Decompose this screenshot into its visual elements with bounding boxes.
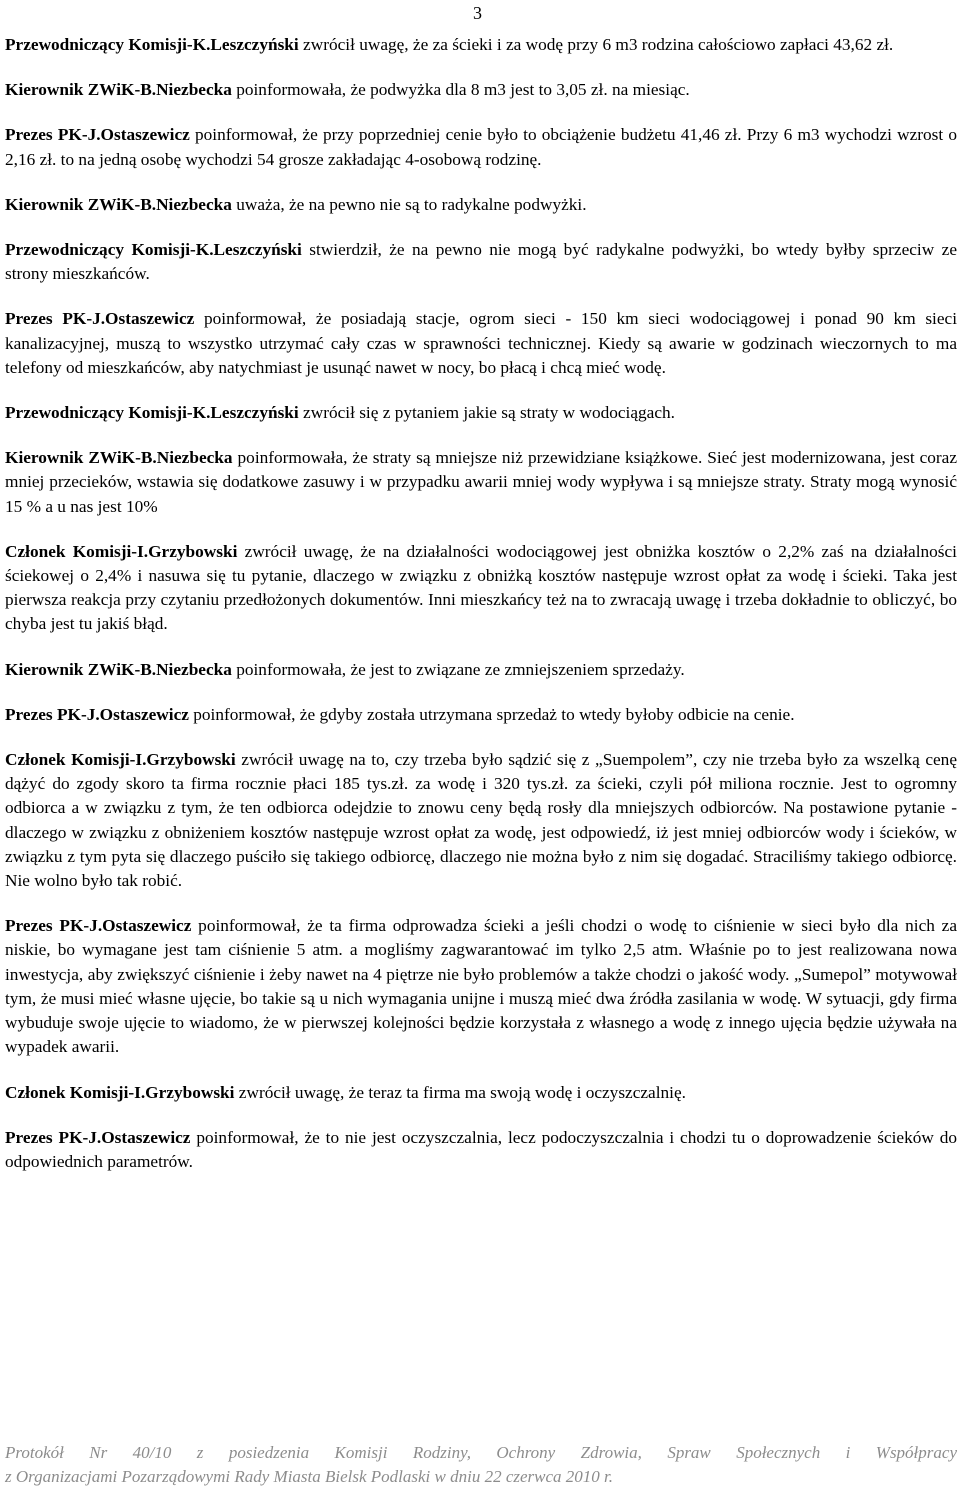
speaker-name: Przewodniczący Komisji-K.Leszczyński: [5, 35, 299, 54]
speaker-name: Prezes PK-J.Ostaszewicz: [5, 916, 192, 936]
footer-line-1: Protokół Nr 40/10 z posiedzenia Komisji Rodziny, Ochrony Zdrowia, Spraw Społecznych i Współpracy: [5, 1443, 957, 1462]
speaker-name: Prezes PK-J.Ostaszewicz: [5, 309, 195, 329]
paragraph-text: poinformował, że gdyby została utrzymana sprzedaż to wtedy byłoby odbicie na cenie.: [188, 704, 795, 724]
paragraph: [5, 1081, 957, 1105]
paragraph-text: poinformował, że to nie jest oczyszczalnia, lecz podoczyszczalnia i chodzi tu o doprowadzenie ścieków do odpowiednich parametrów.: [5, 1127, 957, 1171]
paragraph: [5, 540, 957, 637]
speaker-name: Kierownik ZWiK-B.Niezbecka: [5, 194, 232, 214]
paragraph: [5, 193, 957, 217]
paragraph: [5, 703, 957, 727]
paragraph-text: stwierdził, że na pewno nie mogą być radykalne podwyżki, bo wtedy byłby sprzeciw ze strony mieszkańców.: [5, 240, 957, 284]
paragraph-text: uważa, że na pewno nie są to radykalne podwyżki.: [231, 194, 587, 214]
paragraph: [5, 307, 957, 380]
minutes-body: [5, 33, 957, 1195]
paragraph: [5, 33, 957, 57]
paragraph-text: zwrócił się z pytaniem jakie są straty w wodociągach.: [298, 403, 675, 423]
paragraph: [5, 748, 957, 893]
paragraph: [5, 401, 957, 425]
paragraph: [5, 658, 957, 682]
paragraph-text: poinformowała, że podwyżka dla 8 m3 jest to 3,05 zł. na miesiąc.: [231, 80, 690, 100]
speaker-name: Członek Komisji-I.Grzybowski: [5, 541, 238, 561]
speaker-name: Kierownik ZWiK-B.Niezbecka: [5, 448, 233, 468]
paragraph-text: poinformowała, że jest to związane ze zmniejszeniem sprzedaży.: [231, 659, 685, 679]
speaker-name: Przewodniczący Komisji-K.Leszczyński: [5, 403, 299, 423]
paragraph-text: zwrócił uwagę na to, czy trzeba było sądzić się z „Suempolem”, czy nie trzeba było za wszelką cenę dążyć do zgody skoro ta firma rocznie płaci 185 tys.zł. za wodę i 320 tys.zł. za ścieki, czyli pół miliona rocznie. Jest to ogromny odbiorca a w związku z tym, że ten odbiorca odejdzie to znowu ceny będą rosły dla mniejszych odbiorców. Na postawione pytanie - dlaczego w związku z obniżeniem kosztów następuje wzrost opłat za wodę, jest odpowiedź, iż jest mniej odbiorców wody i ścieków, w związku z tym pyta się dlaczego puściło się takiego odbiorcę, dlaczego nie można było z nim się dogadać. Straciliśmy takiego odbiorcę. Nie wolno było tak robić.: [5, 750, 957, 891]
paragraph: [5, 78, 957, 102]
paragraph-text: poinformował, że posiadają stacje, ogrom sieci - 150 km sieci wodociągowej i ponad 90 km sieci kanalizacyjnej, muszą to wszystko utrzymać cały czas w sprawności technicznej. Kiedy są awarie w godzinach wieczornych to ma telefony od mieszkańców, aby natychmiast je usunąć nawet w nocy, bo płacą i chcą mieć wodę.: [5, 309, 957, 377]
paragraph-text: poinformował, że ta firma odprowadza ścieki a jeśli chodzi o wodę to ciśnienie w sieci było dla nich za niskie, bo wymagane jest tam ciśnienie 5 atm. a mogliśmy zagwarantować im tylko 2,5 atm. Właśnie po to jest realizowana nowa inwestycja, aby zwiększyć ciśnienie i żeby nawet na 4 piętrze nie było problemów a także chodzi o jakość wody. „Sumepol” motywował tym, że musi mieć własne ujęcie, bo takie są u nich wymagania unijne i muszą mieć dwa źródła zasilania w wodę. W sytuacji, gdy firma wybuduje swoje ujęcie to wiadomo, że w pierwszej kolejności będzie korzystała z własnego a wodę z innego ujęcia będzie używała na wypadek awarii.: [5, 916, 958, 1057]
paragraph-text: zwrócił uwagę, że teraz ta firma ma swoją wodę i oczyszczalnię.: [234, 1082, 686, 1102]
paragraph: [5, 914, 957, 1059]
speaker-name: Członek Komisji-I.Grzybowski: [5, 750, 236, 770]
paragraph: [5, 123, 957, 171]
paragraph: [5, 238, 957, 286]
speaker-name: Członek Komisji-I.Grzybowski: [5, 1082, 235, 1102]
paragraph: [5, 446, 957, 519]
speaker-name: Prezes PK-J.Ostaszewicz: [5, 704, 189, 724]
speaker-name: Prezes PK-J.Ostaszewicz: [5, 125, 190, 145]
paragraph-text: poinformował, że przy poprzedniej cenie było to obciążenie budżetu 41,46 zł. Przy 6 m3 wychodzi wzrost o 2,16 zł. to na jedną osobę wychodzi 54 grosze zakładając 4-osobową rodzinę.: [5, 125, 957, 169]
paragraph-text: zwrócił uwagę, że na działalności wodociągowej jest obniżka kosztów o 2,2% zaś na działalności ściekowej o 2,4% i nasuwa się tu pytanie, dlaczego w związku z obniżką kosztów następuje wzrost opłat za wodę i ścieki. Taka jest pierwsza reakcja przy czytaniu przedłożonych dokumentów. Inni mieszkańcy też na to zwracają uwagę i trzeba dokładnie to obliczyć, bo chyba jest tu jakiś błąd.: [5, 541, 957, 634]
speaker-name: Przewodniczący Komisji-K.Leszczyński: [5, 240, 302, 260]
paragraph: [5, 1126, 957, 1174]
page-footer: [5, 1441, 957, 1489]
speaker-name: Prezes PK-J.Ostaszewicz: [5, 1127, 191, 1147]
footer-line-2: z Organizacjami Pozarządowymi Rady Miasta Bielsk Podlaski w dniu 22 czerwca 2010 r.: [5, 1467, 614, 1486]
speaker-name: Kierownik ZWiK-B.Niezbecka: [5, 659, 232, 679]
paragraph-text: poinformowała, że straty są mniejsze niż przewidziane książkowe. Sieć jest modernizowana, jest coraz mniej przecieków, wstawia się dodatkowe zasuwy i w przypadku awarii mniej wody wypływa i są mniejsze straty. Straty mogą wynosić 15 % a u nas jest 10%: [5, 448, 957, 516]
page-number: 3: [473, 3, 482, 23]
speaker-name: Kierownik ZWiK-B.Niezbecka: [5, 80, 232, 100]
paragraph-text: zwrócił uwagę, że za ścieki i za wodę przy 6 m3 rodzina całościowo zapłaci 43,62 zł.: [298, 35, 894, 54]
